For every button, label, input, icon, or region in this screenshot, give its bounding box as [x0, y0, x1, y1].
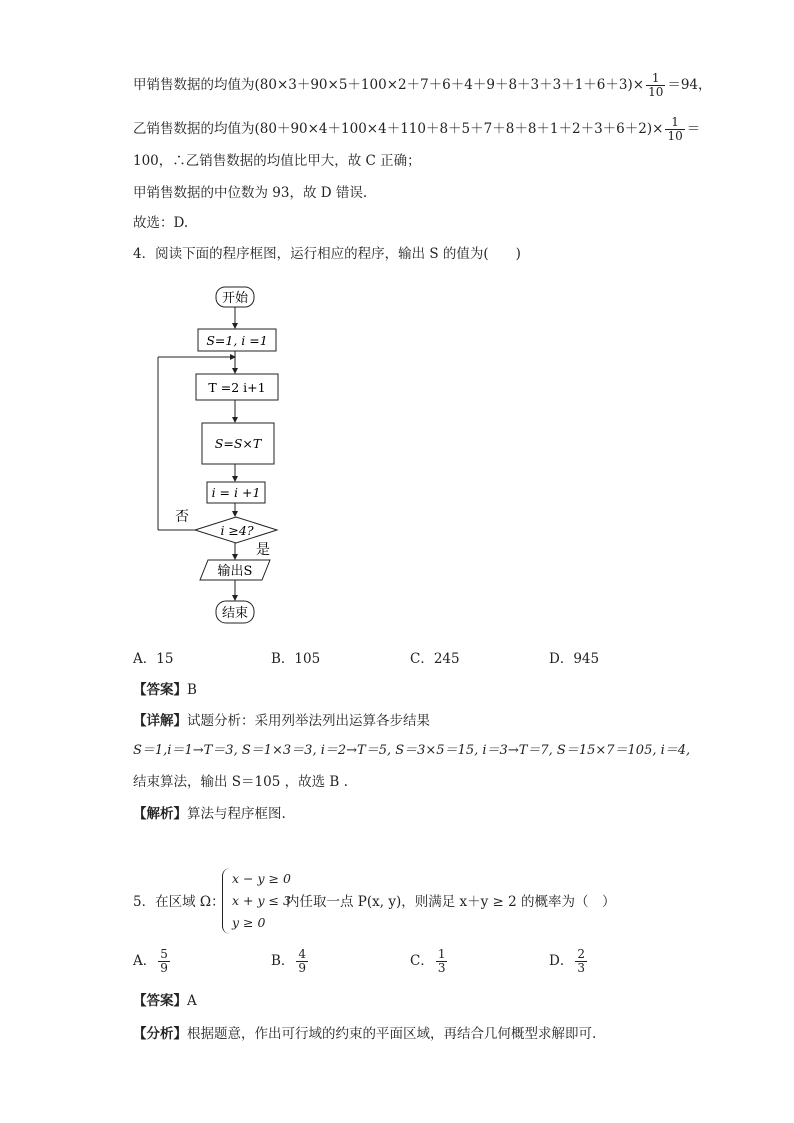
mean-jia-line	[133, 72, 712, 99]
frac-den: 10	[648, 85, 664, 99]
end-label: 结束	[221, 606, 249, 621]
q5-option-b	[271, 948, 310, 975]
mean-jia-expr: 甲销售数据的均值为(80×3＋90×5＋100×2＋7＋6＋4＋9＋8＋3＋3＋1＋6＋3)×	[133, 77, 645, 93]
fenxi-tag: 【分析】	[133, 1026, 187, 1042]
fraction-1-10	[646, 72, 665, 99]
answer-tag: 【答案】	[133, 993, 187, 1009]
q5-option-d	[549, 948, 589, 975]
mean-yi-eq: ＝	[686, 121, 701, 137]
q4-analysis	[133, 805, 286, 823]
constraint-1: x − y ≥ 0	[232, 871, 291, 886]
s-step-label: S=S×T	[214, 436, 262, 451]
option-label: C．	[410, 953, 434, 969]
flowchart	[140, 280, 310, 635]
frac-num: 1	[671, 115, 679, 129]
fenxi-text: 根据题意，作出可行域的约束的平面区域，再结合几何概型求解即可.	[187, 1026, 597, 1042]
constraint-2: x + y ≤ 3	[232, 893, 291, 908]
frac-num: 2	[577, 947, 585, 961]
q5-analysis	[133, 1025, 596, 1043]
analysis-tag: 【解析】	[133, 806, 187, 822]
mean-compare-line: 100，∴乙销售数据的均值比甲大，故 C 正确；	[133, 153, 421, 169]
condition-label: i ≥4?	[220, 523, 254, 538]
option-label: D．	[549, 953, 574, 969]
frac-den: 3	[437, 961, 446, 975]
q5-option-a	[133, 948, 172, 975]
frac-den: 3	[577, 961, 585, 975]
mean-yi-expr: 乙销售数据的均值为(80＋90×4＋100×4＋110＋8＋5＋7＋8＋8＋1＋2＋3＋6＋2)×	[133, 121, 664, 137]
q4-option-b: B．105	[271, 651, 321, 667]
frac-num: 5	[160, 947, 168, 961]
q4-answer	[133, 681, 197, 699]
option-fraction	[575, 948, 587, 975]
fraction-1-10	[665, 116, 684, 143]
q4-detail	[133, 712, 430, 730]
q5-answer	[133, 992, 197, 1010]
option-label: A．	[133, 953, 157, 969]
choose-d-line: 故选：D.	[133, 215, 189, 231]
option-fraction	[296, 948, 308, 975]
analysis-text: 算法与程序框图.	[187, 806, 286, 822]
frac-num: 4	[298, 947, 307, 961]
frac-den: 9	[298, 961, 307, 975]
median-line: 甲销售数据的中位数为 93，故 D 错误.	[133, 185, 368, 201]
q4-steps: S＝1,i＝1→T＝3, S＝1×3＝3, i＝2→T＝5, S＝3×5＝15, i＝3→T＝7, S＝15×7＝105, i＝4,	[133, 743, 691, 758]
detail-tag: 【详解】	[133, 713, 187, 729]
q4-option-d: D．945	[549, 651, 600, 667]
constraint-3: y ≥ 0	[232, 915, 266, 930]
q4-option-c: C．245	[410, 651, 460, 667]
option-fraction	[158, 948, 170, 975]
option-fraction	[436, 948, 448, 975]
frac-num: 1	[651, 71, 660, 85]
output-label: 输出S	[217, 564, 253, 579]
frac-den: 10	[667, 129, 683, 143]
detail-text: 试题分析：采用列举法列出运算各步结果	[187, 713, 430, 729]
mean-jia-result: ＝94，	[667, 77, 712, 93]
question-5-prefix: 5．在区域 Ω：	[133, 894, 225, 910]
answer-value: A	[187, 993, 197, 1009]
q4-option-a: A．15	[133, 651, 174, 667]
option-label: B．	[271, 953, 295, 969]
q4-conclusion: 结束算法，输出 S＝105 ，故选 B .	[133, 774, 348, 790]
frac-den: 9	[160, 961, 168, 975]
frac-num: 1	[437, 947, 446, 961]
question-4: 4．阅读下面的程序框图，运行相应的程序，输出 S 的值为( )	[133, 246, 521, 262]
question-5-body: 内任取一点 P(x, y)，则满足 x＋y ≥ 2 的概率为（ ）	[286, 894, 616, 910]
q5-option-c	[410, 948, 449, 975]
start-label: 开始	[221, 291, 249, 306]
mean-yi-line	[133, 116, 700, 143]
t-step-label: T =2 i+1	[208, 380, 266, 395]
no-label: 否	[175, 509, 189, 525]
i-step-label: i = i +1	[211, 485, 261, 500]
answer-tag: 【答案】	[133, 682, 187, 698]
init-label: S=1, i =1	[206, 333, 268, 348]
yes-label: 是	[256, 542, 270, 558]
answer-value: B	[187, 682, 197, 698]
